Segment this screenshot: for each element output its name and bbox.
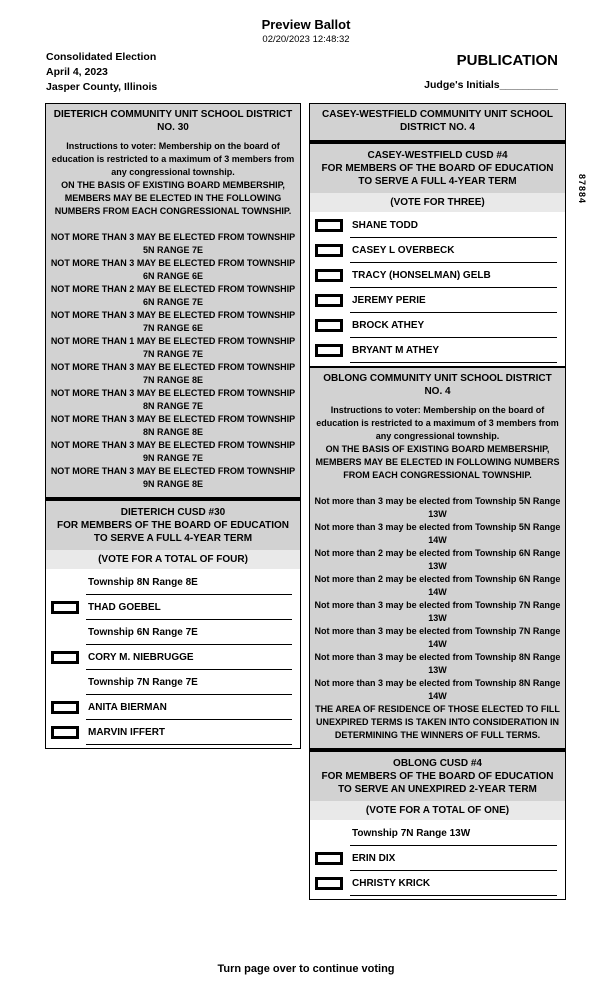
vote-checkbox[interactable]: [315, 244, 343, 257]
candidate-row: [49, 720, 295, 745]
oblong-district-box: [309, 367, 566, 749]
oblong-contest-box: [309, 749, 566, 900]
publication-label: PUBLICATION: [456, 52, 558, 69]
election-county: Jasper County, Illinois: [46, 81, 158, 93]
vote-checkbox[interactable]: [315, 269, 343, 282]
row-text: ANITA BIERMAN: [88, 702, 167, 713]
right-column: [309, 103, 566, 900]
candidate-row: [313, 846, 560, 871]
candidate-row: [313, 871, 560, 896]
township-rule: Not more than 2 may be elected from Township 6N Range 14W: [314, 574, 561, 597]
township-rule: NOT MORE THAN 3 MAY BE ELECTED FROM TOWNSHIP 5N RANGE 7E: [50, 232, 296, 255]
instruction-line: Instructions to voter: Membership on the board of education is restricted to a maximum of 3 members from any congressional township.: [316, 405, 559, 441]
vote-checkbox[interactable]: [51, 651, 79, 664]
left-column: [45, 103, 301, 749]
oblong-contest-rows: [310, 820, 565, 899]
vote-checkbox[interactable]: [315, 319, 343, 332]
row-text: BRYANT M ATHEY: [352, 345, 440, 356]
contest-header-line: DIETERICH CUSD #30: [120, 507, 226, 518]
dieterich-contest-header: [46, 501, 300, 550]
vote-checkbox[interactable]: [315, 219, 343, 232]
dieterich-district-title: DIETERICH COMMUNITY UNIT SCHOOL DISTRICT NO. 30: [53, 109, 293, 133]
oblong-contest-header: [310, 752, 565, 801]
instruction-line: ON THE BASIS OF EXISTING BOARD MEMBERSHIP, MEMBERS MAY BE ELECTED IN FOLLOWING NUMBERS FROM EACH CONGRESSIONAL TOWNSHIP.: [315, 444, 560, 480]
township-rule: Not more than 3 may be elected from Township 8N Range 14W: [314, 678, 561, 701]
candidate-row: [49, 595, 295, 620]
contest-header-line: OBLONG CUSD #4: [393, 758, 482, 769]
oblong-vote-for: (VOTE FOR A TOTAL OF ONE): [310, 801, 565, 820]
contest-header-line: TO SERVE A FULL 4-YEAR TERM: [93, 533, 253, 544]
contest-header-line: FOR MEMBERS OF THE BOARD OF EDUCATION: [321, 771, 554, 782]
dieterich-contest-box: [45, 498, 301, 749]
township-rule: NOT MORE THAN 3 MAY BE ELECTED FROM TOWNSHIP 6N RANGE 6E: [50, 258, 296, 281]
contest-header-line: FOR MEMBERS OF THE BOARD OF EDUCATION: [321, 163, 554, 174]
township-rule: Not more than 3 may be elected from Township 7N Range 13W: [314, 600, 561, 623]
township-label-row: [313, 821, 560, 846]
dieterich-contest-rows: [46, 569, 300, 748]
row-text: SHANE TODD: [352, 220, 418, 231]
oblong-area-note: THE AREA OF RESIDENCE OF THOSE ELECTED TO FILL UNEXPIRED TERMS IS TAKEN INTO CONSIDERATION IN DETERMINING THE WINNERS OF FULL TERMS.: [315, 704, 560, 740]
candidate-row: [313, 313, 560, 338]
row-text: JEREMY PERIE: [352, 295, 426, 306]
vote-checkbox[interactable]: [315, 877, 343, 890]
dieterich-vote-for: (VOTE FOR A TOTAL OF FOUR): [46, 550, 300, 569]
township-rule: NOT MORE THAN 3 MAY BE ELECTED FROM TOWNSHIP 8N RANGE 7E: [50, 388, 296, 411]
township-rule: NOT MORE THAN 1 MAY BE ELECTED FROM TOWNSHIP 7N RANGE 7E: [50, 336, 296, 359]
row-text: MARVIN IFFERT: [88, 727, 166, 738]
contest-header-line: FOR MEMBERS OF THE BOARD OF EDUCATION: [56, 520, 290, 531]
township-rule: Not more than 2 may be elected from Township 6N Range 13W: [314, 548, 561, 571]
election-name: Consolidated Election: [46, 51, 157, 63]
contest-header-line: TO SERVE A FULL 4-YEAR TERM: [358, 176, 517, 187]
vote-checkbox[interactable]: [315, 852, 343, 865]
row-text: CHRISTY KRICK: [352, 878, 431, 889]
election-info: [46, 50, 157, 95]
candidate-row: [49, 695, 295, 720]
township-rule: NOT MORE THAN 2 MAY BE ELECTED FROM TOWNSHIP 6N RANGE 7E: [50, 284, 296, 307]
township-rule: NOT MORE THAN 3 MAY BE ELECTED FROM TOWNSHIP 7N RANGE 6E: [50, 310, 296, 333]
vote-checkbox[interactable]: [315, 344, 343, 357]
township-label-row: [49, 670, 295, 695]
candidate-row: [49, 645, 295, 670]
vote-checkbox[interactable]: [51, 701, 79, 714]
township-rule: Not more than 3 may be elected from Township 5N Range 13W: [314, 496, 561, 519]
dieterich-instructions: [50, 140, 296, 218]
casey-westfield-district-box: [309, 103, 566, 141]
township-label-row: [49, 570, 295, 595]
row-text: Township 8N Range 8E: [88, 577, 198, 588]
election-date: April 4, 2023: [46, 66, 108, 78]
vote-checkbox[interactable]: [51, 726, 79, 739]
candidate-row: [313, 263, 560, 288]
township-rule: NOT MORE THAN 3 MAY BE ELECTED FROM TOWNSHIP 9N RANGE 7E: [50, 440, 296, 463]
row-text: CASEY L OVERBECK: [352, 245, 455, 256]
township-rule: NOT MORE THAN 3 MAY BE ELECTED FROM TOWNSHIP 8N RANGE 8E: [50, 414, 296, 437]
township-rule: Not more than 3 may be elected from Township 8N Range 13W: [314, 652, 561, 675]
township-rule: Not more than 3 may be elected from Township 5N Range 14W: [314, 522, 561, 545]
row-text: BROCK ATHEY: [352, 320, 425, 331]
vote-checkbox[interactable]: [315, 294, 343, 307]
candidate-row: [313, 213, 560, 238]
oblong-township-rules: [314, 495, 561, 703]
preview-timestamp: 02/20/2023 12:48:32: [262, 34, 350, 45]
footer-instruction: Turn page over to continue voting: [217, 963, 395, 975]
oblong-district-title: OBLONG COMMUNITY UNIT SCHOOL DISTRICT NO. 4: [323, 373, 552, 397]
casey-westfield-contest-box: [309, 141, 566, 367]
instruction-line: Instructions to voter: Membership on the board of education is restricted to a maximum of 3 members from any congressional township.: [51, 141, 295, 177]
casey-westfield-contest-header: [310, 144, 565, 193]
casey-westfield-contest-rows: [310, 212, 565, 366]
judges-initials-line: Judge's Initials__________: [424, 79, 558, 91]
dieterich-district-box: [45, 103, 301, 498]
page-title: Preview Ballot: [261, 17, 351, 32]
candidate-row: [313, 288, 560, 313]
row-text: THAD GOEBEL: [88, 602, 161, 613]
row-text: TRACY (HONSELMAN) GELB: [352, 270, 491, 281]
row-text: Township 7N Range 7E: [88, 677, 198, 688]
row-text: CORY M. NIEBRUGGE: [88, 652, 194, 663]
candidate-row: [313, 238, 560, 263]
ballot-number-vertical: 87884: [577, 173, 587, 205]
casey-westfield-vote-for: (VOTE FOR THREE): [310, 193, 565, 212]
vote-checkbox[interactable]: [51, 601, 79, 614]
oblong-instructions: [314, 404, 561, 482]
dieterich-township-rules: [50, 231, 296, 491]
row-text: ERIN DIX: [352, 853, 396, 864]
row-text: Township 7N Range 13W: [352, 828, 471, 839]
contest-header-line: TO SERVE AN UNEXPIRED 2-YEAR TERM: [338, 784, 537, 795]
row-text: Township 6N Range 7E: [88, 627, 198, 638]
instruction-line: ON THE BASIS OF EXISTING BOARD MEMBERSHIP, MEMBERS MAY BE ELECTED IN THE FOLLOWING NUMBERS FROM EACH CONGRESSIONAL TOWNSHIP.: [54, 180, 292, 216]
contest-header-line: CASEY-WESTFIELD CUSD #4: [367, 150, 508, 161]
township-rule: NOT MORE THAN 3 MAY BE ELECTED FROM TOWNSHIP 7N RANGE 8E: [50, 362, 296, 385]
candidate-row: [313, 338, 560, 363]
township-label-row: [49, 620, 295, 645]
township-rule: Not more than 3 may be elected from Township 7N Range 14W: [314, 626, 561, 649]
casey-westfield-district-title: CASEY-WESTFIELD COMMUNITY UNIT SCHOOL DISTRICT NO. 4: [322, 109, 553, 133]
township-rule: NOT MORE THAN 3 MAY BE ELECTED FROM TOWNSHIP 9N RANGE 8E: [50, 466, 296, 489]
